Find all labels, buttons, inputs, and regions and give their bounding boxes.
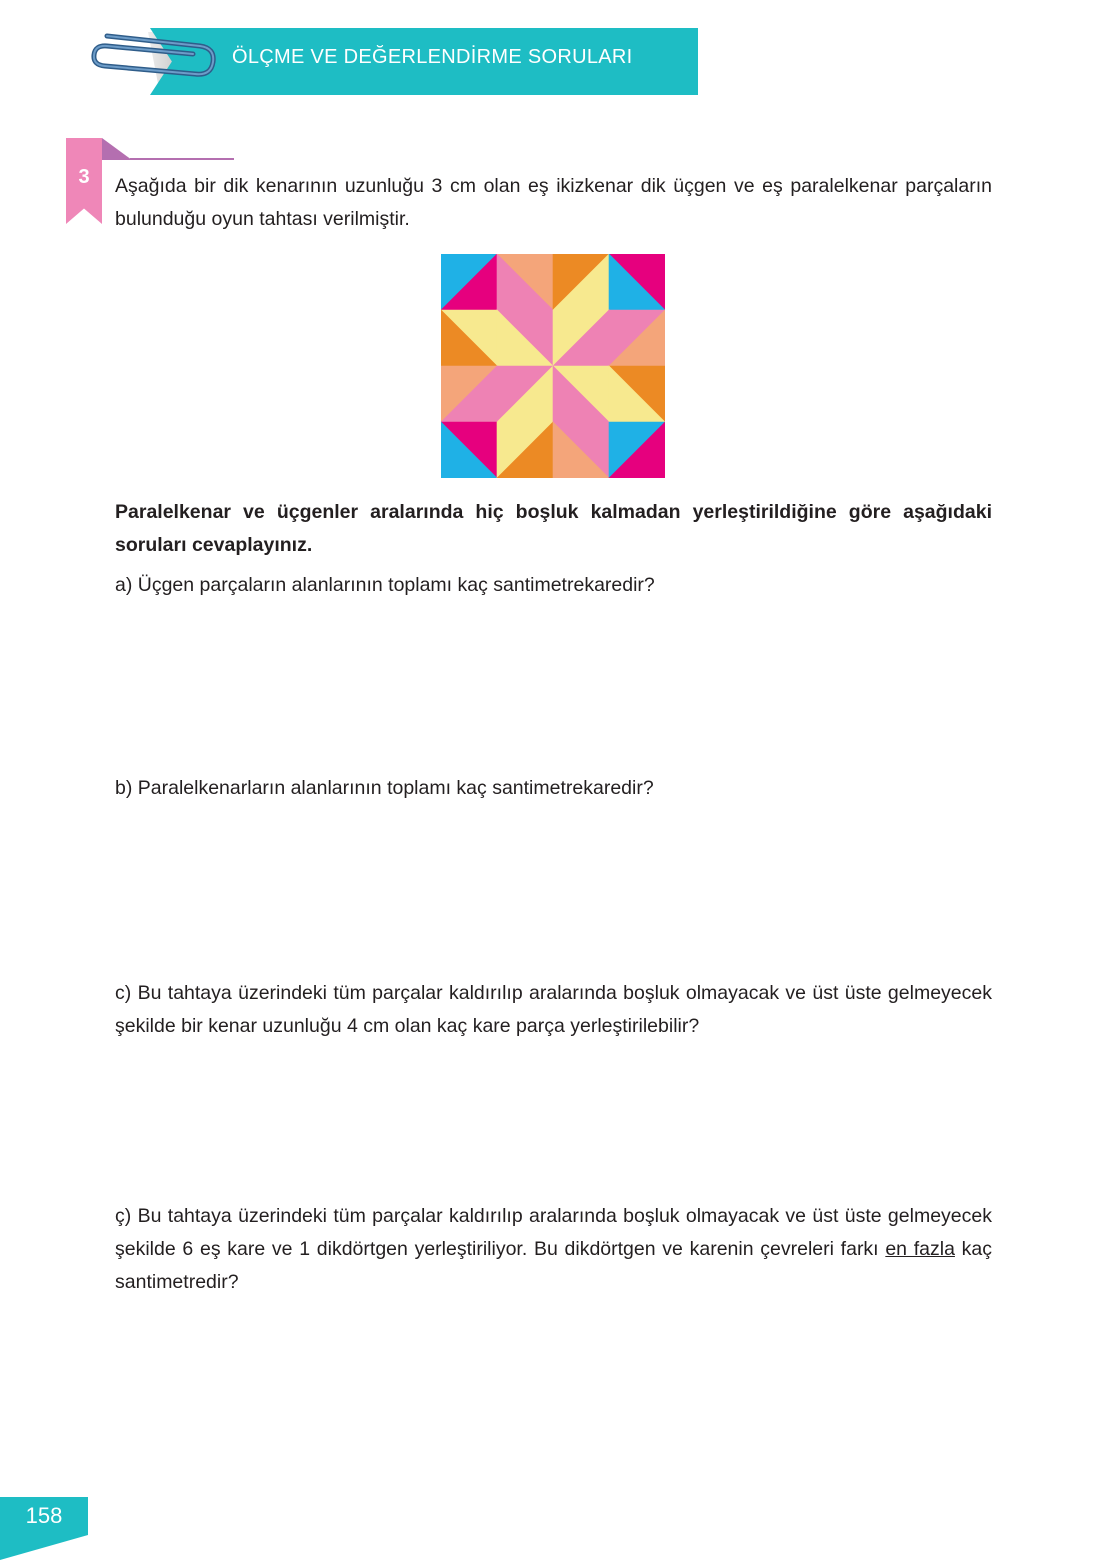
page-number-tail: [0, 1535, 88, 1560]
subquestion-c: c) Bu tahtaya üzerindeki tüm parçalar kaldırılıp aralarında boşluk olmayacak ve üst üste gelmeyecek şekilde bir kenar uzunluğu 4 cm olan kaç kare parça yerleştirilebilir?: [115, 982, 992, 1037]
question-instruction: Paralelkenar ve üçgenler aralarında hiç boşluk kalmadan yerleştirildiğine göre aşağıdaki soruları cevaplayınız.: [115, 501, 992, 556]
section-title: ÖLÇME VE DEĞERLENDİRME SORULARI: [232, 46, 633, 68]
game-board-figure: [441, 254, 665, 478]
question-tab-line: [130, 158, 234, 160]
question-tab-fold: [102, 138, 132, 160]
paperclip-icon: [75, 22, 220, 92]
subquestion-d: [115, 1200, 992, 1299]
question-intro: Aşağıda bir dik kenarının uzunluğu 3 cm olan eş ikizkenar dik üçgen ve eş paralelkenar parçaların bulunduğu oyun tahtası verilmiştir.: [115, 175, 992, 230]
subquestion-d-emphasis: en fazla: [885, 1238, 955, 1260]
subquestion-a: a) Üçgen parçaların alanlarının toplamı kaç santimetrekaredir?: [115, 574, 655, 596]
page-number: 158: [25, 1503, 63, 1528]
question-number: 3: [78, 166, 90, 188]
subquestion-d-end: kaç santimetredir?: [115, 1238, 992, 1293]
subquestion-d-text: ç) Bu tahtaya üzerindeki tüm parçalar kaldırılıp aralarında boşluk olmayacak ve üst üste gelmeyecek şekilde 6 eş kare ve 1 dikdörtgen yerleştiriliyor. Bu dikdörtgen ve karenin çevreleri farkı: [115, 1205, 992, 1260]
subquestion-b: b) Paralelkenarların alanlarının toplamı kaç santimetrekaredir?: [115, 777, 654, 799]
